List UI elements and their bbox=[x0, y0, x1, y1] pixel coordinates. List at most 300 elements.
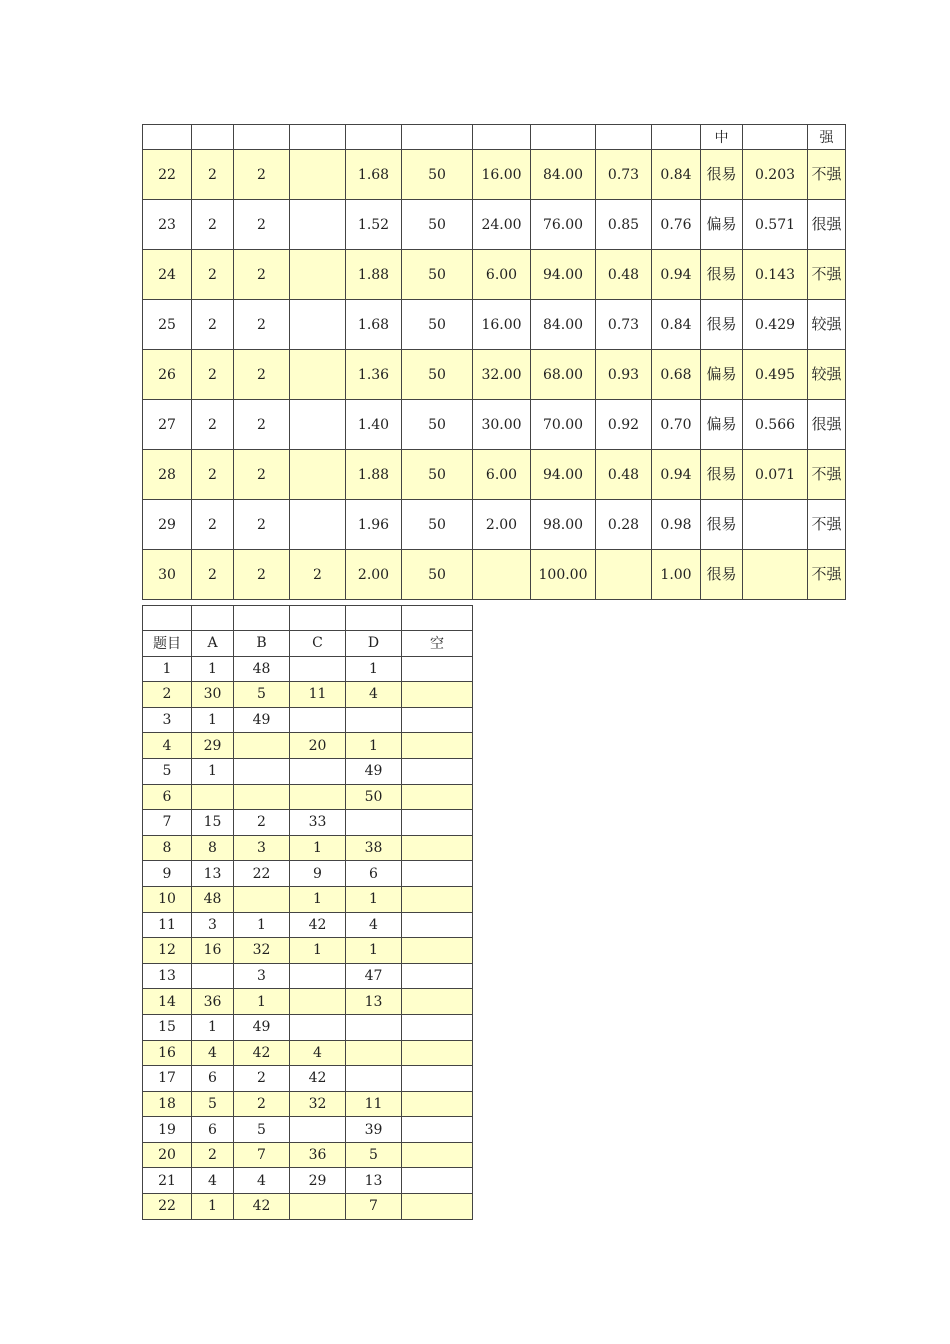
table-row bbox=[143, 1194, 473, 1220]
table-cell: 5 bbox=[192, 1091, 234, 1117]
cell-no: 27 bbox=[143, 400, 192, 450]
cell-disc: 0.143 bbox=[743, 250, 808, 300]
cell-c3: 2 bbox=[290, 550, 346, 600]
header-cell bbox=[473, 125, 531, 150]
table-cell: 11 bbox=[290, 682, 346, 708]
table-cell: 1 bbox=[192, 758, 234, 784]
table-cell: 4 bbox=[346, 682, 402, 708]
table-cell: 1 bbox=[192, 707, 234, 733]
table-cell: 47 bbox=[346, 963, 402, 989]
cell-sd: 0.48 bbox=[596, 450, 652, 500]
header-cell bbox=[290, 125, 346, 150]
cell-c1: 2 bbox=[192, 500, 234, 550]
table-cell bbox=[234, 886, 290, 912]
table-cell: 13 bbox=[192, 861, 234, 887]
cell-p-wrong: 32.00 bbox=[473, 350, 531, 400]
table-cell: 2 bbox=[234, 1066, 290, 1092]
table-row bbox=[143, 250, 846, 300]
cell-c2: 2 bbox=[234, 250, 290, 300]
cell-disc-level: 不强 bbox=[808, 550, 846, 600]
table-cell: 36 bbox=[192, 989, 234, 1015]
table-cell: 1 bbox=[143, 656, 192, 682]
cell-avg: 1.88 bbox=[346, 250, 402, 300]
table-cell bbox=[402, 1117, 473, 1143]
cell-c3 bbox=[290, 200, 346, 250]
table-cell: 1 bbox=[192, 1194, 234, 1220]
table-cell: 17 bbox=[143, 1066, 192, 1092]
table-cell: 18 bbox=[143, 1091, 192, 1117]
table-cell bbox=[346, 1014, 402, 1040]
cell-diff: 0.94 bbox=[652, 450, 701, 500]
cell-no: 22 bbox=[143, 150, 192, 200]
empty-cell bbox=[290, 606, 346, 631]
table-row bbox=[143, 707, 473, 733]
table-row bbox=[143, 938, 473, 964]
cell-avg: 2.00 bbox=[346, 550, 402, 600]
cell-no: 28 bbox=[143, 450, 192, 500]
table-cell bbox=[402, 1168, 473, 1194]
cell-count: 50 bbox=[402, 400, 473, 450]
table-cell bbox=[402, 938, 473, 964]
empty-cell bbox=[402, 606, 473, 631]
table-cell: 8 bbox=[143, 835, 192, 861]
cell-c1: 2 bbox=[192, 550, 234, 600]
cell-count: 50 bbox=[402, 550, 473, 600]
table-cell: 2 bbox=[234, 810, 290, 836]
cell-c3 bbox=[290, 250, 346, 300]
cell-disc-level: 很强 bbox=[808, 200, 846, 250]
cell-c3 bbox=[290, 300, 346, 350]
cell-level: 很易 bbox=[701, 450, 743, 500]
table-row bbox=[143, 500, 846, 550]
header-cell bbox=[531, 125, 596, 150]
table-cell bbox=[402, 707, 473, 733]
cell-no: 29 bbox=[143, 500, 192, 550]
table-cell: 6 bbox=[192, 1066, 234, 1092]
cell-count: 50 bbox=[402, 300, 473, 350]
table-cell: 39 bbox=[346, 1117, 402, 1143]
table-cell: 1 bbox=[290, 938, 346, 964]
table-cell: 42 bbox=[234, 1040, 290, 1066]
table-row bbox=[143, 656, 473, 682]
table-cell bbox=[402, 784, 473, 810]
table-cell: 1 bbox=[234, 989, 290, 1015]
table-row bbox=[143, 450, 846, 500]
cell-p-wrong: 6.00 bbox=[473, 450, 531, 500]
table-cell: 1 bbox=[192, 1014, 234, 1040]
table-cell: 48 bbox=[192, 886, 234, 912]
cell-disc: 0.571 bbox=[743, 200, 808, 250]
table-row bbox=[143, 989, 473, 1015]
table-cell: 21 bbox=[143, 1168, 192, 1194]
table-row bbox=[143, 1066, 473, 1092]
table-cell bbox=[402, 861, 473, 887]
table-row bbox=[143, 886, 473, 912]
table-cell bbox=[234, 733, 290, 759]
table-cell: 48 bbox=[234, 656, 290, 682]
column-header: 空 bbox=[402, 631, 473, 657]
cell-c1: 2 bbox=[192, 200, 234, 250]
cell-c2: 2 bbox=[234, 300, 290, 350]
table-cell: 4 bbox=[290, 1040, 346, 1066]
cell-sd bbox=[596, 550, 652, 600]
table-row bbox=[143, 861, 473, 887]
table-cell: 7 bbox=[143, 810, 192, 836]
cell-disc-level: 不强 bbox=[808, 150, 846, 200]
empty-cell bbox=[234, 606, 290, 631]
item-analysis-table bbox=[142, 124, 846, 600]
table-cell bbox=[234, 784, 290, 810]
table-cell: 30 bbox=[192, 682, 234, 708]
cell-c2: 2 bbox=[234, 150, 290, 200]
cell-disc-level: 不强 bbox=[808, 450, 846, 500]
cell-c1: 2 bbox=[192, 150, 234, 200]
table-cell: 8 bbox=[192, 835, 234, 861]
cell-disc-level: 较强 bbox=[808, 350, 846, 400]
table-row bbox=[143, 835, 473, 861]
table-cell: 4 bbox=[143, 733, 192, 759]
header-cell bbox=[192, 125, 234, 150]
cell-c3 bbox=[290, 400, 346, 450]
cell-p-right: 94.00 bbox=[531, 450, 596, 500]
table-cell: 4 bbox=[192, 1168, 234, 1194]
cell-diff: 1.00 bbox=[652, 550, 701, 600]
table-cell: 4 bbox=[346, 912, 402, 938]
table-cell bbox=[402, 1091, 473, 1117]
table-row bbox=[143, 1142, 473, 1168]
table-cell: 5 bbox=[143, 758, 192, 784]
table-cell: 1 bbox=[290, 886, 346, 912]
table-cell bbox=[290, 784, 346, 810]
table-cell: 13 bbox=[346, 1168, 402, 1194]
table-cell bbox=[192, 963, 234, 989]
cell-sd: 0.28 bbox=[596, 500, 652, 550]
table-row bbox=[143, 1117, 473, 1143]
table-cell: 7 bbox=[234, 1142, 290, 1168]
cell-diff: 0.68 bbox=[652, 350, 701, 400]
table-row bbox=[143, 912, 473, 938]
table-cell: 7 bbox=[346, 1194, 402, 1220]
cell-avg: 1.96 bbox=[346, 500, 402, 550]
cell-p-wrong: 16.00 bbox=[473, 300, 531, 350]
table-row bbox=[143, 400, 846, 450]
cell-level: 很易 bbox=[701, 300, 743, 350]
column-header: C bbox=[290, 631, 346, 657]
table-cell: 3 bbox=[234, 963, 290, 989]
table-cell: 2 bbox=[192, 1142, 234, 1168]
table-cell bbox=[290, 1194, 346, 1220]
cell-c1: 2 bbox=[192, 250, 234, 300]
table-cell bbox=[402, 963, 473, 989]
table-cell bbox=[290, 758, 346, 784]
table-cell: 22 bbox=[234, 861, 290, 887]
table-row bbox=[143, 810, 473, 836]
spacer-row bbox=[143, 606, 473, 631]
cell-disc-level: 不强 bbox=[808, 500, 846, 550]
table-cell: 49 bbox=[346, 758, 402, 784]
table-row bbox=[143, 682, 473, 708]
table-cell: 6 bbox=[143, 784, 192, 810]
table-cell bbox=[402, 733, 473, 759]
table-cell: 1 bbox=[192, 656, 234, 682]
table-cell: 16 bbox=[143, 1040, 192, 1066]
cell-c3 bbox=[290, 500, 346, 550]
table-cell: 6 bbox=[346, 861, 402, 887]
table-cell: 1 bbox=[346, 886, 402, 912]
table-cell: 29 bbox=[192, 733, 234, 759]
table-row bbox=[143, 1091, 473, 1117]
table-cell bbox=[402, 656, 473, 682]
table-cell: 32 bbox=[234, 938, 290, 964]
table-cell: 11 bbox=[346, 1091, 402, 1117]
table-cell: 3 bbox=[192, 912, 234, 938]
cell-sd: 0.93 bbox=[596, 350, 652, 400]
cell-c2: 2 bbox=[234, 200, 290, 250]
header-cell bbox=[143, 125, 192, 150]
table-row bbox=[143, 963, 473, 989]
empty-cell bbox=[346, 606, 402, 631]
table-cell bbox=[402, 1142, 473, 1168]
table-cell bbox=[402, 1066, 473, 1092]
cell-avg: 1.68 bbox=[346, 150, 402, 200]
cell-disc: 0.071 bbox=[743, 450, 808, 500]
cell-p-wrong: 6.00 bbox=[473, 250, 531, 300]
cell-c2: 2 bbox=[234, 350, 290, 400]
cell-count: 50 bbox=[402, 150, 473, 200]
cell-p-right: 84.00 bbox=[531, 150, 596, 200]
header-cell bbox=[234, 125, 290, 150]
table-cell: 42 bbox=[234, 1194, 290, 1220]
cell-c3 bbox=[290, 150, 346, 200]
table-cell: 49 bbox=[234, 707, 290, 733]
cell-c1: 2 bbox=[192, 350, 234, 400]
cell-disc: 0.566 bbox=[743, 400, 808, 450]
cell-disc-level: 很强 bbox=[808, 400, 846, 450]
cell-no: 25 bbox=[143, 300, 192, 350]
table-row bbox=[143, 200, 846, 250]
cell-p-right: 68.00 bbox=[531, 350, 596, 400]
cell-c1: 2 bbox=[192, 400, 234, 450]
cell-c2: 2 bbox=[234, 400, 290, 450]
header-cell bbox=[346, 125, 402, 150]
table-cell: 9 bbox=[290, 861, 346, 887]
table-row bbox=[143, 300, 846, 350]
cell-diff: 0.76 bbox=[652, 200, 701, 250]
table-cell: 19 bbox=[143, 1117, 192, 1143]
table-cell bbox=[290, 1117, 346, 1143]
table-row bbox=[143, 150, 846, 200]
table-row bbox=[143, 550, 846, 600]
cell-no: 26 bbox=[143, 350, 192, 400]
table-cell bbox=[402, 758, 473, 784]
cell-sd: 0.92 bbox=[596, 400, 652, 450]
cell-disc: 0.203 bbox=[743, 150, 808, 200]
cell-level: 偏易 bbox=[701, 350, 743, 400]
table-cell: 42 bbox=[290, 1066, 346, 1092]
table-cell: 11 bbox=[143, 912, 192, 938]
table-cell: 1 bbox=[234, 912, 290, 938]
table-cell bbox=[346, 1066, 402, 1092]
cell-level: 很易 bbox=[701, 150, 743, 200]
table-cell: 15 bbox=[143, 1014, 192, 1040]
option-distribution-table bbox=[142, 605, 473, 1220]
table-row bbox=[143, 758, 473, 784]
table-cell bbox=[402, 1040, 473, 1066]
table-cell: 14 bbox=[143, 989, 192, 1015]
table-cell: 22 bbox=[143, 1194, 192, 1220]
cell-p-right: 84.00 bbox=[531, 300, 596, 350]
cell-avg: 1.36 bbox=[346, 350, 402, 400]
cell-level: 很易 bbox=[701, 550, 743, 600]
cell-count: 50 bbox=[402, 500, 473, 550]
table-cell: 6 bbox=[192, 1117, 234, 1143]
cell-p-right: 76.00 bbox=[531, 200, 596, 250]
cell-p-wrong: 16.00 bbox=[473, 150, 531, 200]
column-header: D bbox=[346, 631, 402, 657]
table-cell bbox=[234, 758, 290, 784]
table-cell: 16 bbox=[192, 938, 234, 964]
cell-diff: 0.70 bbox=[652, 400, 701, 450]
cell-avg: 1.52 bbox=[346, 200, 402, 250]
table-cell: 4 bbox=[234, 1168, 290, 1194]
cell-p-right: 94.00 bbox=[531, 250, 596, 300]
table-cell bbox=[346, 707, 402, 733]
table-cell bbox=[346, 1040, 402, 1066]
table-row bbox=[143, 1014, 473, 1040]
table-cell: 20 bbox=[290, 733, 346, 759]
cell-diff: 0.94 bbox=[652, 250, 701, 300]
cell-c3 bbox=[290, 350, 346, 400]
cell-c1: 2 bbox=[192, 450, 234, 500]
cell-p-wrong bbox=[473, 550, 531, 600]
header-cell bbox=[402, 125, 473, 150]
table-cell bbox=[402, 912, 473, 938]
table-cell bbox=[290, 963, 346, 989]
cell-p-wrong: 24.00 bbox=[473, 200, 531, 250]
cell-p-right: 70.00 bbox=[531, 400, 596, 450]
cell-count: 50 bbox=[402, 350, 473, 400]
table-row bbox=[143, 350, 846, 400]
header-row bbox=[143, 631, 473, 657]
table-cell: 12 bbox=[143, 938, 192, 964]
cell-c3 bbox=[290, 450, 346, 500]
cell-avg: 1.68 bbox=[346, 300, 402, 350]
table-cell: 29 bbox=[290, 1168, 346, 1194]
table-cell: 13 bbox=[143, 963, 192, 989]
table-row bbox=[143, 1168, 473, 1194]
cell-sd: 0.73 bbox=[596, 150, 652, 200]
header-cell: 中 bbox=[701, 125, 743, 150]
column-header: B bbox=[234, 631, 290, 657]
cell-level: 偏易 bbox=[701, 400, 743, 450]
table-cell bbox=[402, 810, 473, 836]
table-cell: 1 bbox=[346, 733, 402, 759]
table-cell: 10 bbox=[143, 886, 192, 912]
table-cell: 49 bbox=[234, 1014, 290, 1040]
table-cell bbox=[290, 989, 346, 1015]
table-cell: 38 bbox=[346, 835, 402, 861]
table-cell: 13 bbox=[346, 989, 402, 1015]
cell-count: 50 bbox=[402, 250, 473, 300]
table-cell bbox=[290, 656, 346, 682]
column-header: 题目 bbox=[143, 631, 192, 657]
table-row bbox=[143, 1040, 473, 1066]
table-cell: 42 bbox=[290, 912, 346, 938]
cell-p-wrong: 30.00 bbox=[473, 400, 531, 450]
table-cell: 32 bbox=[290, 1091, 346, 1117]
table-cell: 9 bbox=[143, 861, 192, 887]
cell-count: 50 bbox=[402, 200, 473, 250]
table-cell: 4 bbox=[192, 1040, 234, 1066]
table-cell: 1 bbox=[290, 835, 346, 861]
cell-no: 23 bbox=[143, 200, 192, 250]
table-cell: 2 bbox=[234, 1091, 290, 1117]
table-cell bbox=[346, 810, 402, 836]
cell-no: 30 bbox=[143, 550, 192, 600]
cell-p-wrong: 2.00 bbox=[473, 500, 531, 550]
table-cell: 36 bbox=[290, 1142, 346, 1168]
cell-disc: 0.495 bbox=[743, 350, 808, 400]
table-cell: 50 bbox=[346, 784, 402, 810]
cell-no: 24 bbox=[143, 250, 192, 300]
table-cell: 15 bbox=[192, 810, 234, 836]
cell-disc bbox=[743, 550, 808, 600]
top-header-row bbox=[143, 125, 846, 150]
cell-c2: 2 bbox=[234, 450, 290, 500]
table-cell: 1 bbox=[346, 656, 402, 682]
table-cell bbox=[402, 886, 473, 912]
cell-sd: 0.48 bbox=[596, 250, 652, 300]
empty-cell bbox=[192, 606, 234, 631]
table-cell bbox=[402, 1014, 473, 1040]
table-cell: 33 bbox=[290, 810, 346, 836]
cell-c1: 2 bbox=[192, 300, 234, 350]
empty-cell bbox=[143, 606, 192, 631]
table-cell: 3 bbox=[143, 707, 192, 733]
table-cell bbox=[290, 707, 346, 733]
cell-level: 很易 bbox=[701, 500, 743, 550]
table-cell bbox=[402, 835, 473, 861]
table-cell: 5 bbox=[234, 1117, 290, 1143]
table-cell: 5 bbox=[346, 1142, 402, 1168]
table-row bbox=[143, 733, 473, 759]
cell-avg: 1.88 bbox=[346, 450, 402, 500]
table-cell: 1 bbox=[346, 938, 402, 964]
cell-disc: 0.429 bbox=[743, 300, 808, 350]
cell-p-right: 98.00 bbox=[531, 500, 596, 550]
header-cell: 强 bbox=[808, 125, 846, 150]
cell-level: 很易 bbox=[701, 250, 743, 300]
table-cell bbox=[192, 784, 234, 810]
cell-diff: 0.84 bbox=[652, 150, 701, 200]
table-cell bbox=[402, 989, 473, 1015]
table-row bbox=[143, 784, 473, 810]
cell-disc bbox=[743, 500, 808, 550]
cell-diff: 0.84 bbox=[652, 300, 701, 350]
header-cell bbox=[596, 125, 652, 150]
table-cell bbox=[290, 1014, 346, 1040]
table-cell: 2 bbox=[143, 682, 192, 708]
column-header: A bbox=[192, 631, 234, 657]
table-cell: 3 bbox=[234, 835, 290, 861]
table-cell: 5 bbox=[234, 682, 290, 708]
header-cell bbox=[652, 125, 701, 150]
cell-sd: 0.73 bbox=[596, 300, 652, 350]
cell-diff: 0.98 bbox=[652, 500, 701, 550]
cell-p-right: 100.00 bbox=[531, 550, 596, 600]
cell-c2: 2 bbox=[234, 550, 290, 600]
cell-disc-level: 不强 bbox=[808, 250, 846, 300]
